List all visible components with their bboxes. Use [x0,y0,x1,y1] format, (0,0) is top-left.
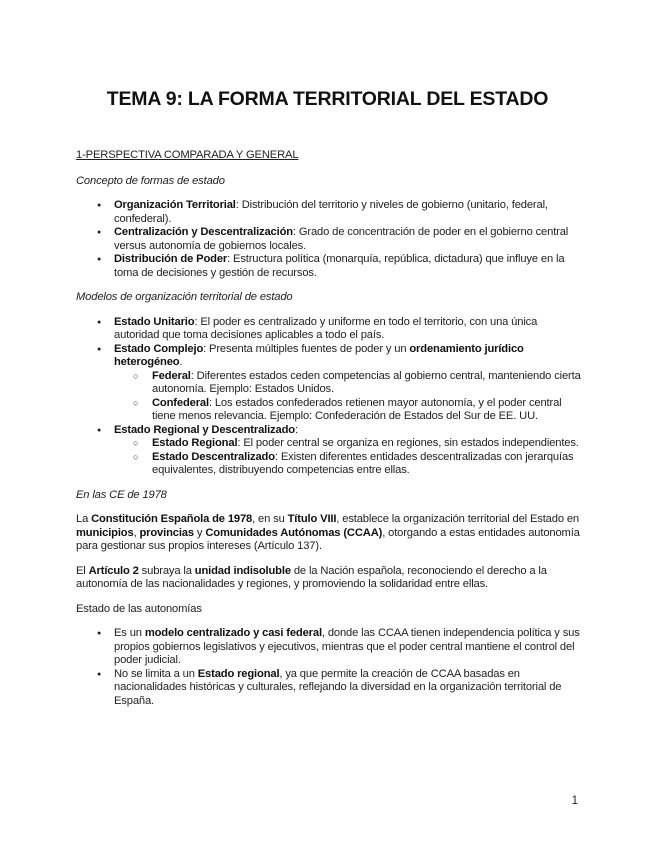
definition: : Estructura política (monarquía, república, dictadura) que influye en la toma de decisiones y gestión de recursos. [114,253,565,279]
list-item [76,316,581,343]
text-run: , en su [252,513,288,525]
sublist-item [114,437,581,451]
text-run: , otorgando a estas entidades autonomía para gestionar sus propios intereses (Artículo 137). [76,526,580,552]
section-heading: 1-PERSPECTIVA COMPARADA Y GENERAL [76,149,299,161]
definition: : Grado de concentración de poder en el gobierno central versus autonomía de gobiernos locales. [114,226,569,252]
term: Estado Regional [152,437,238,449]
concepts-list [76,199,581,280]
term: ordenamiento jurídico heterogéneo [114,342,524,368]
punctuation: . [179,356,183,368]
definition: : El poder es centralizado y uniforme en todo el territorio, con una única autoridad que toma decisiones aplicables a todo el país. [114,315,538,341]
definition: : Existen diferentes entidades descentralizadas con jerarquías equivalentes, distribuyendo competencias entre ellas. [152,450,574,476]
subheading-concepts: Concepto de formas de estado [76,174,225,187]
paragraph [76,565,581,592]
subheading-autonomias: Estado de las autonomías [76,602,202,615]
paragraph [76,513,581,554]
text-run: y [193,526,206,539]
models-list [76,316,581,478]
sublist [114,370,581,424]
term: Organización Territorial [114,199,236,211]
bold-run: Artículo 2 [88,564,139,577]
text-run: La [76,513,92,525]
text-run: de la Nación española, reconociendo el derecho a la autonomía de las nacionalidades y regiones, y promoviendo la solidaridad entre ellas. [76,564,547,590]
term: Estado Regional y Descentralizado [114,423,295,436]
bold-run: Título VIII [287,513,337,525]
bold-run: municipios [76,526,134,539]
term: Estado Unitario [114,315,195,328]
sublist [114,437,581,478]
subheading-models: Modelos de organización territorial de estado [76,291,293,303]
bold-run: unidad indisoluble [194,564,291,577]
list-item [76,424,581,478]
term: Estado Complejo [114,342,204,355]
bold-run: Estado regional [197,667,280,680]
punctuation: : [294,423,298,436]
document-title: TEMA 9: LA FORMA TERRITORIAL DEL ESTADO [106,88,549,110]
list-item [76,199,581,226]
text-run: Es un [114,627,145,639]
bold-run: Comunidades Autónomas (CCAA) [205,526,383,539]
definition: : Presenta múltiples fuentes de poder y un [203,342,410,355]
term: Estado Descentralizado [152,450,275,463]
list-item [76,343,581,424]
text-run: , ya que permite la creación de CCAA basadas en nacionalidades históricas y culturales, reflejando la diversidad en la organización territorial de España. [114,667,562,707]
bold-run: modelo centralizado y casi federal [144,627,322,639]
term: Centralización y Descentralización [114,226,293,238]
list-item [76,668,581,709]
page-number: 1 [571,795,578,807]
bold-run: Constitución Española de 1978 [91,513,253,525]
sublist-item [114,397,581,424]
definition: : Diferentes estados ceden competencias al gobierno central, manteniendo cierta autonomía. Ejemplo: Estados Unidos. [152,369,581,395]
text-run: , [133,526,140,539]
bold-run: provincias [139,526,194,539]
definition: : El poder central se organiza en regiones, sin estados independientes. [237,437,579,449]
subheading-ce1978: En las CE de 1978 [76,488,167,501]
list-item [76,253,581,280]
definition: : Los estados confederados retienen mayor autonomía, y el poder central tiene menos relevancia. Ejemplo: Confederación de Estados del Sur de EE. UU. [152,396,562,422]
sublist-item [114,451,581,478]
term: Federal [152,369,191,382]
document-body [76,149,581,719]
definition: : Distribución del territorio y niveles de gobierno (unitario, federal, confederal). [114,199,548,225]
text-run: subraya la [138,564,195,577]
autonomias-list [76,627,581,708]
text-run: No se limita a un [114,667,198,680]
list-item [76,627,581,668]
sublist-item [114,370,581,397]
text-run: El [76,564,89,577]
list-item [76,226,581,253]
term: Distribución de Poder [114,253,228,265]
text-run: , donde las CCAA tienen independencia política y sus propios gobiernos legislativos y ejecutivos, mientras que el poder central mantiene el control del poder judicial. [114,627,580,666]
term: Confederal [152,396,209,409]
text-run: , establece la organización territorial del Estado en [336,513,579,525]
